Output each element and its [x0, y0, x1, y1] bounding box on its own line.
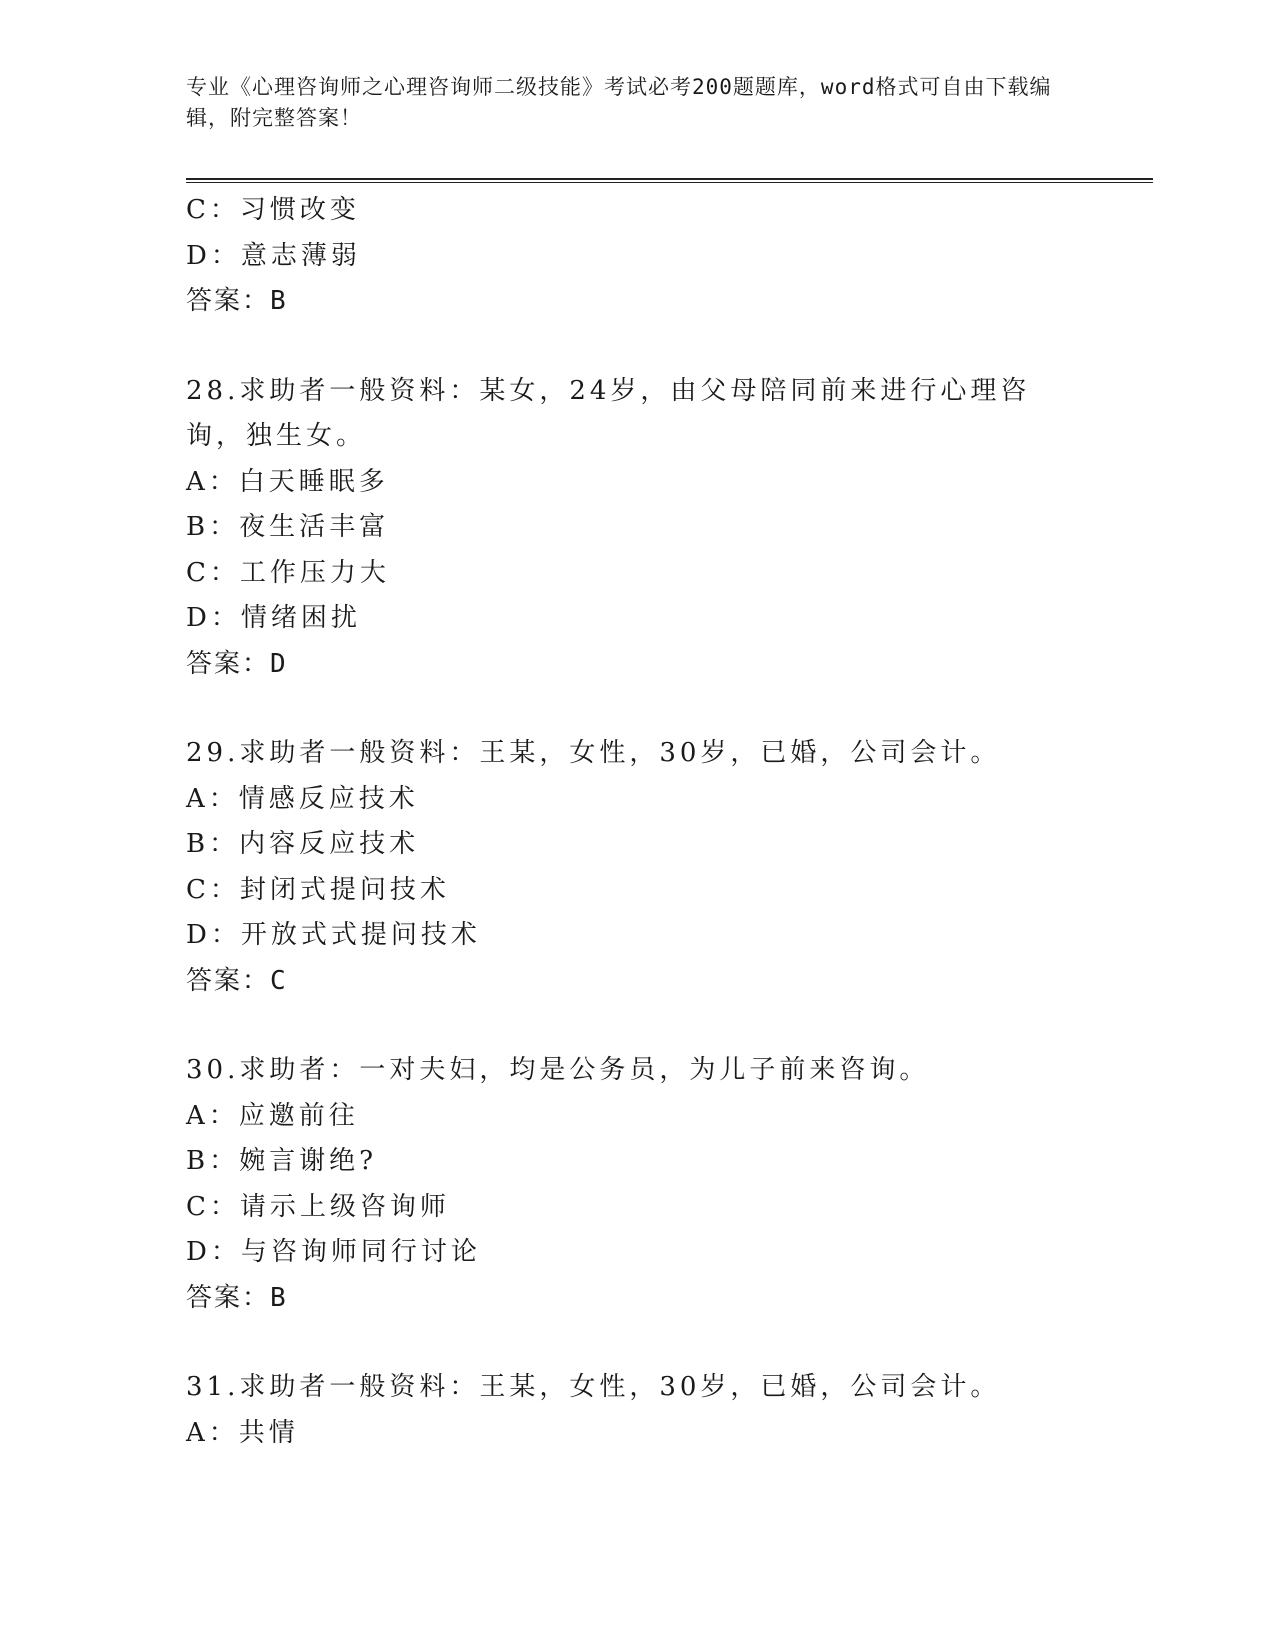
question-31	[186, 1365, 1146, 1456]
answer-value: B	[270, 1282, 288, 1313]
option-a: A：应邀前往	[186, 1100, 359, 1131]
spacer	[186, 1004, 1146, 1048]
question-text: 30.求助者：一对夫妇，均是公务员，为儿子前来咨询。	[186, 1055, 930, 1085]
option-c: C：习惯改变	[186, 195, 360, 225]
answer-value: D	[270, 648, 288, 679]
header-divider	[186, 178, 1153, 183]
option-d: D：与咨询师同行讨论	[186, 1237, 481, 1267]
question-list	[186, 188, 1146, 1456]
answer-line	[186, 642, 1146, 688]
answer-line	[186, 959, 1146, 1005]
answer-value: B	[270, 286, 288, 316]
option-d: D：意志薄弱	[186, 240, 361, 271]
spacer	[186, 687, 1146, 731]
option-b: B：婉言谢绝?	[186, 1146, 378, 1176]
option-a: A：白天睡眠多	[186, 466, 389, 497]
spacer	[186, 1321, 1146, 1365]
answer-label: 答案：	[186, 965, 271, 996]
option-a: A：共情	[186, 1417, 299, 1448]
question-30	[186, 1048, 1146, 1321]
answer-line	[186, 279, 1146, 325]
answer-line	[186, 1276, 1146, 1322]
answer-value: C	[270, 965, 288, 996]
answer-label: 答案：	[186, 286, 271, 316]
option-c: C：封闭式提问技术	[186, 874, 450, 905]
answer-label: 答案：	[186, 1282, 271, 1313]
question-27	[186, 188, 1146, 325]
option-b: B：夜生活丰富	[186, 512, 390, 542]
option-c: C：工作压力大	[186, 557, 390, 588]
option-d: D：情绪困扰	[186, 603, 361, 633]
option-d: D：开放式式提问技术	[186, 920, 481, 950]
question-text: 31.求助者一般资料：王某，女性，30岁，已婚，公司会计。	[186, 1372, 1001, 1402]
option-c: C：请示上级咨询师	[186, 1191, 450, 1222]
question-29	[186, 731, 1146, 1004]
question-28	[186, 369, 1146, 688]
question-text: 28.求助者一般资料：某女，24岁，由父母陪同前来进行心理咨询，独生女。	[186, 375, 1031, 451]
option-a: A：情感反应技术	[186, 783, 419, 814]
document-header: 专业《心理咨询师之心理咨询师二级技能》考试必考200题题库，word格式可自由下载编辑，附完整答案！	[186, 75, 1052, 130]
question-text: 29.求助者一般资料：王某，女性，30岁，已婚，公司会计。	[186, 738, 1001, 768]
spacer	[186, 325, 1146, 369]
answer-label: 答案：	[186, 648, 271, 679]
option-b: B：内容反应技术	[186, 829, 420, 859]
